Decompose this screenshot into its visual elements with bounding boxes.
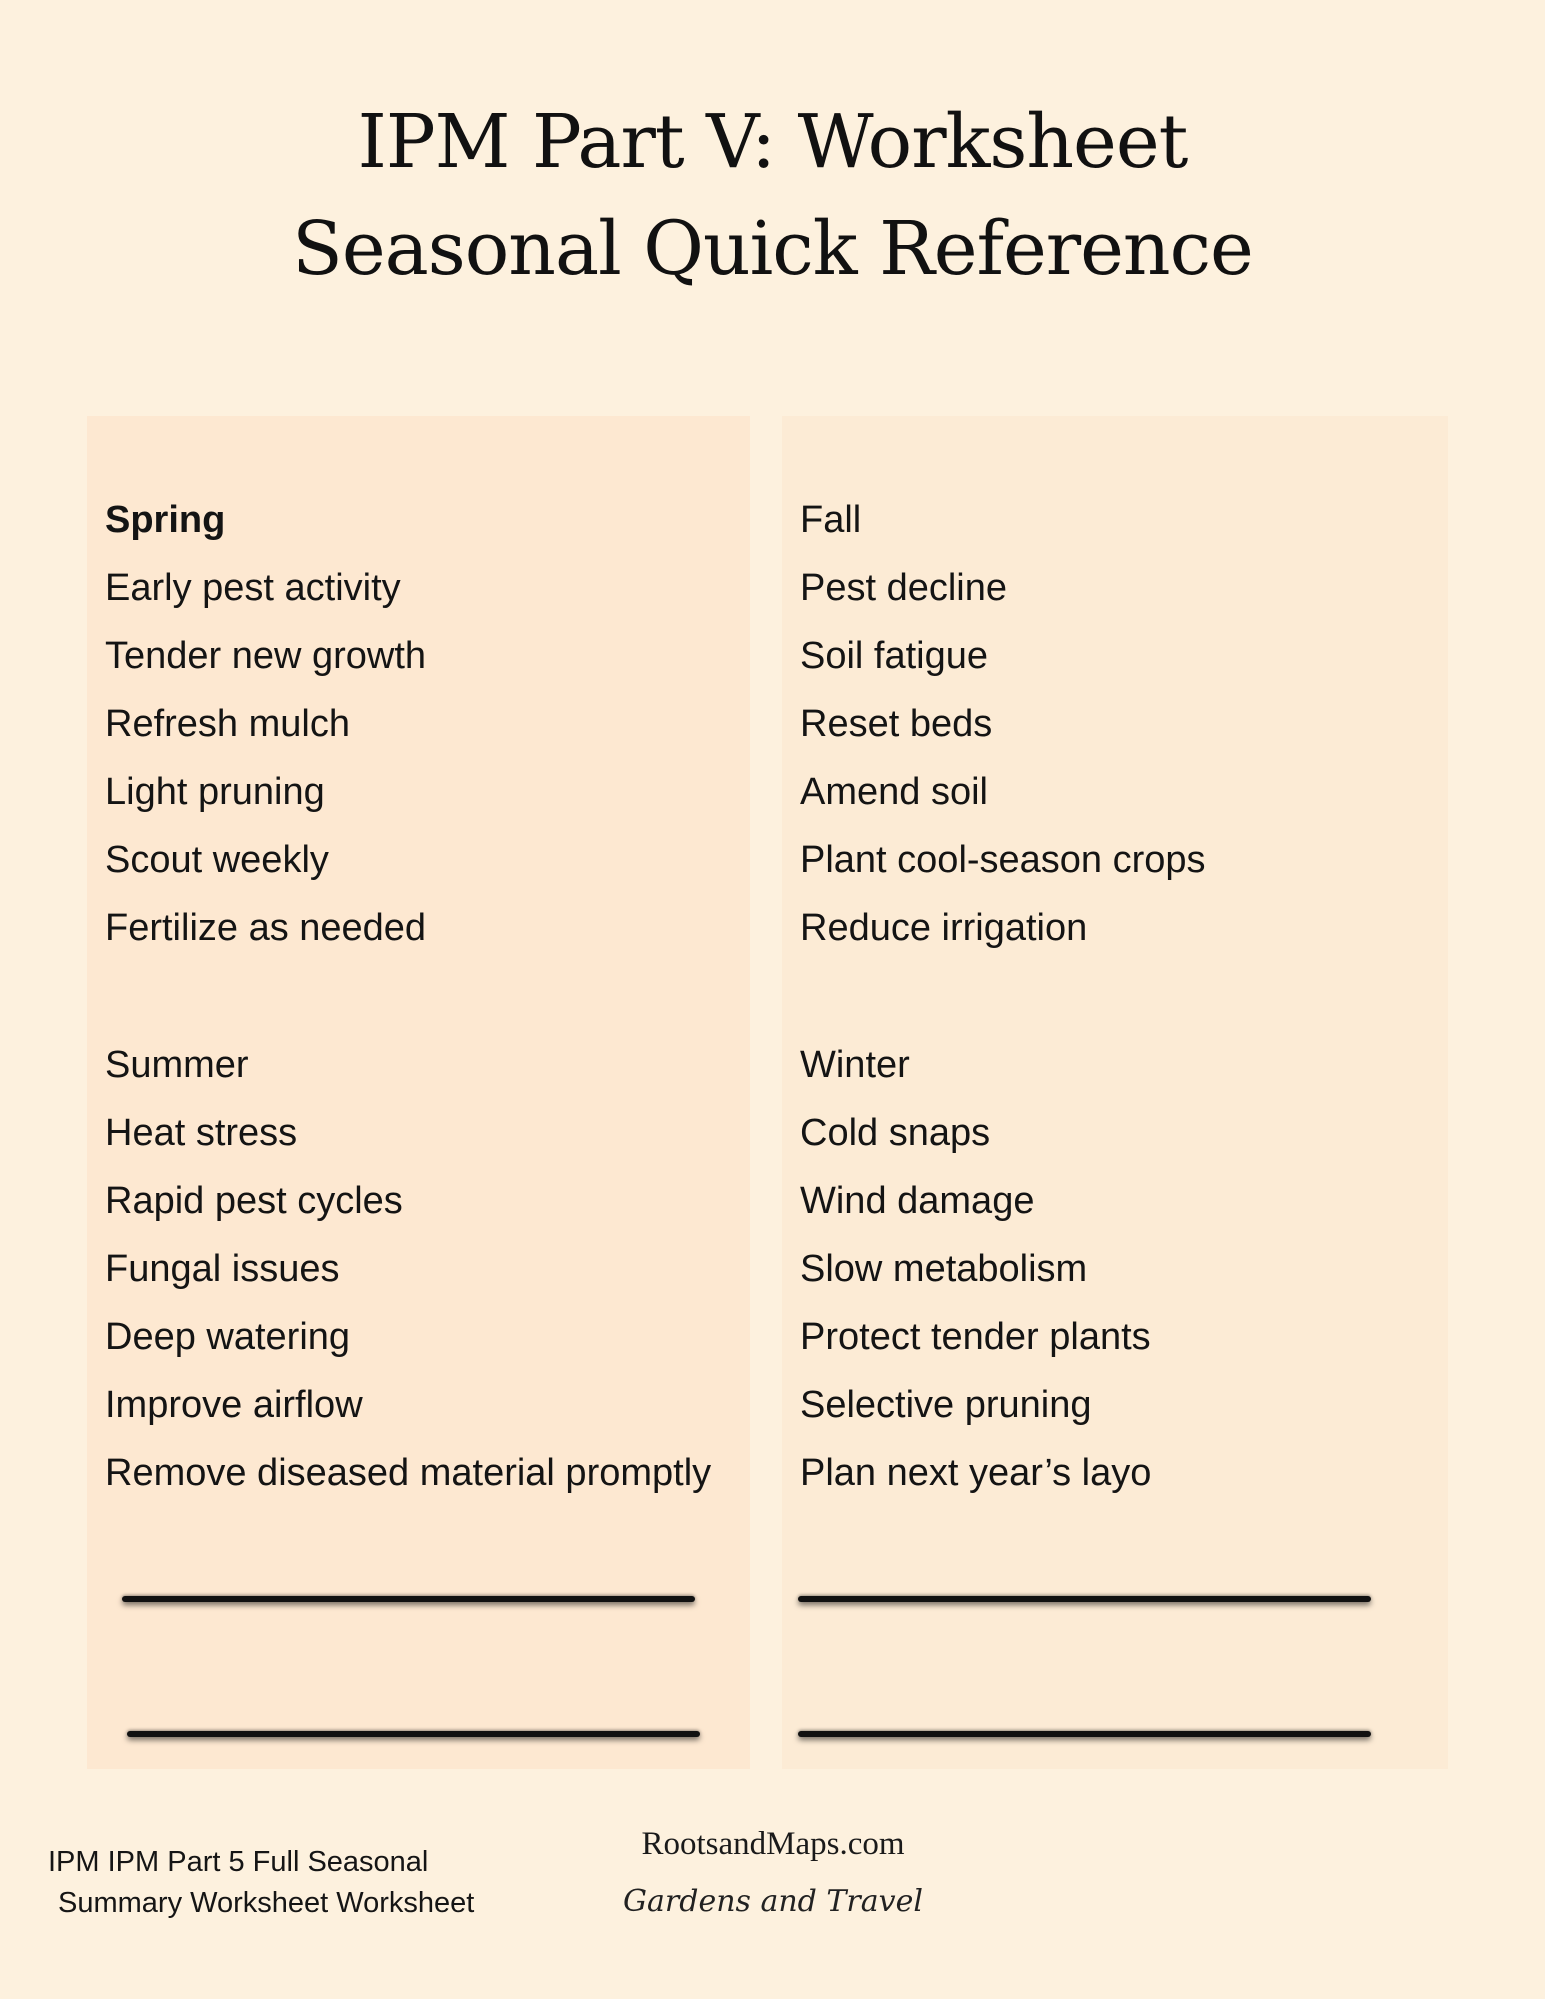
spring-heading: Spring [105,499,226,541]
list-item: Slow metabolism [800,1248,1088,1290]
list-item: Remove diseased material promptly [105,1452,712,1494]
summer-heading: Summer [105,1044,249,1086]
list-item: Reset beds [800,703,993,745]
list-item: Plant cool-season crops [800,839,1206,881]
list-item: Scout weekly [105,839,329,881]
write-in-line[interactable] [798,1731,1371,1737]
list-item: Protect tender plants [800,1316,1151,1358]
list-item: Selective pruning [800,1384,1092,1426]
list-item: Pest decline [800,567,1008,609]
footer-label-line-2: Summary Worksheet Worksheet [58,1887,475,1919]
list-item: Wind damage [800,1180,1035,1222]
list-item: Plan next year’s layo [800,1452,1152,1494]
list-item: Amend soil [800,771,988,813]
spring-list [105,486,426,962]
write-in-line[interactable] [127,1731,700,1737]
list-item: Reduce irrigation [800,907,1088,949]
list-item: Fungal issues [105,1248,340,1290]
list-item: Improve airflow [105,1384,363,1426]
page-title-line-2: Seasonal Quick Reference [292,206,1253,292]
list-item: Early pest activity [105,567,401,609]
fall-list [800,486,1206,962]
footer-document-label [48,1842,474,1924]
winter-heading: Winter [800,1044,910,1086]
list-item: Cold snaps [800,1112,991,1154]
list-item: Deep watering [105,1316,351,1358]
summer-list [105,1031,711,1507]
brand-tagline: Gardens and Travel [623,1884,923,1919]
list-item: Soil fatigue [800,635,989,677]
fall-heading: Fall [800,499,862,541]
list-item: Refresh mulch [105,703,350,745]
list-item: Tender new growth [105,635,427,677]
list-item: Heat stress [105,1112,298,1154]
brand-name: RootsandMaps.com [641,1826,905,1862]
left-panel [87,416,750,1769]
list-item: Rapid pest cycles [105,1180,403,1222]
winter-list [800,1031,1151,1507]
right-panel [782,416,1448,1769]
write-in-line[interactable] [122,1596,695,1602]
page-title-line-1: IPM Part V: Worksheet [357,99,1188,185]
list-item: Light pruning [105,771,325,813]
footer-label-line-1: IPM IPM Part 5 Full Seasonal [48,1846,429,1878]
write-in-line[interactable] [798,1596,1371,1602]
list-item: Fertilize as needed [105,907,427,949]
